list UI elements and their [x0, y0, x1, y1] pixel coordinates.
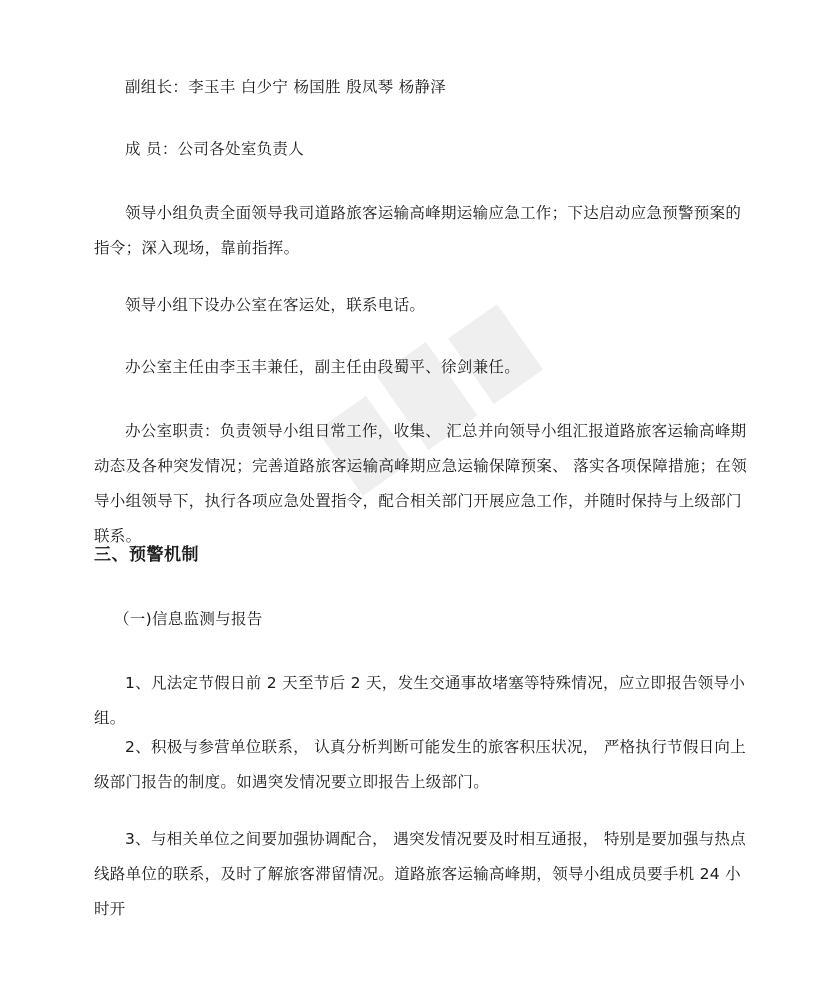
item-1-text: 1、凡法定节假日前 2 天至节后 2 天，发生交通事故堵塞等特殊情况，应立即报告领导小组。: [94, 674, 746, 727]
office-location-text: 领导小组下设办公室在客运处，联系电话。: [125, 296, 426, 314]
paragraph-item-3: [94, 822, 754, 927]
section-heading-warning-mechanism: 三、预警机制: [94, 545, 199, 565]
subheading-monitoring-text: （一)信息监测与报告: [114, 610, 263, 628]
office-duties-text: 办公室职责：负责领导小组日常工作，收集、 汇总并向领导小组汇报道路旅客运输高峰期动态及各种突发情况；完善道路旅客运输高峰期应急运输保障预案、 落实各项保障措施；在领导小组领导下，执行各项应急处置指令，配合相关部门开展应急工作，并随时保持与上级部门联系。: [94, 422, 748, 545]
item-3-text: 3、与相关单位之间要加强协调配合， 遇突发情况要及时相互通报， 特别是要加强与热点线路单位的联系，及时了解旅客滞留情况。道路旅客运输高峰期，领导小组成员要手机 24 小时开: [94, 830, 747, 918]
deputy-leaders-text: 副组长：李玉丰 白少宁 杨国胜 殷凤琴 杨静泽: [125, 78, 447, 96]
paragraph-office-director: [94, 350, 754, 385]
paragraph-members: [94, 132, 754, 167]
paragraph-leadership-duty: [94, 196, 754, 266]
paragraph-office-location: [94, 288, 754, 323]
members-text: 成 员：公司各处室负责人: [125, 140, 305, 158]
item-2-text: 2、积极与参营单位联系， 认真分析判断可能发生的旅客积压状况， 严格执行节假日向上级部门报告的制度。如遇突发情况要立即报告上级部门。: [94, 738, 747, 791]
leadership-duty-text: 领导小组负责全面领导我司道路旅客运输高峰期运输应急工作；下达启动应急预警预案的指令；深入现场，靠前指挥。: [94, 204, 742, 257]
paragraph-office-duties: [94, 414, 754, 554]
office-director-text: 办公室主任由李玉丰兼任，副主任由段蜀平、徐剑兼任。: [125, 358, 521, 376]
paragraph-subheading-monitoring: [94, 602, 754, 637]
paragraph-item-1: [94, 666, 754, 736]
paragraph-deputy-leaders: [94, 70, 754, 105]
paragraph-item-2: [94, 730, 754, 800]
